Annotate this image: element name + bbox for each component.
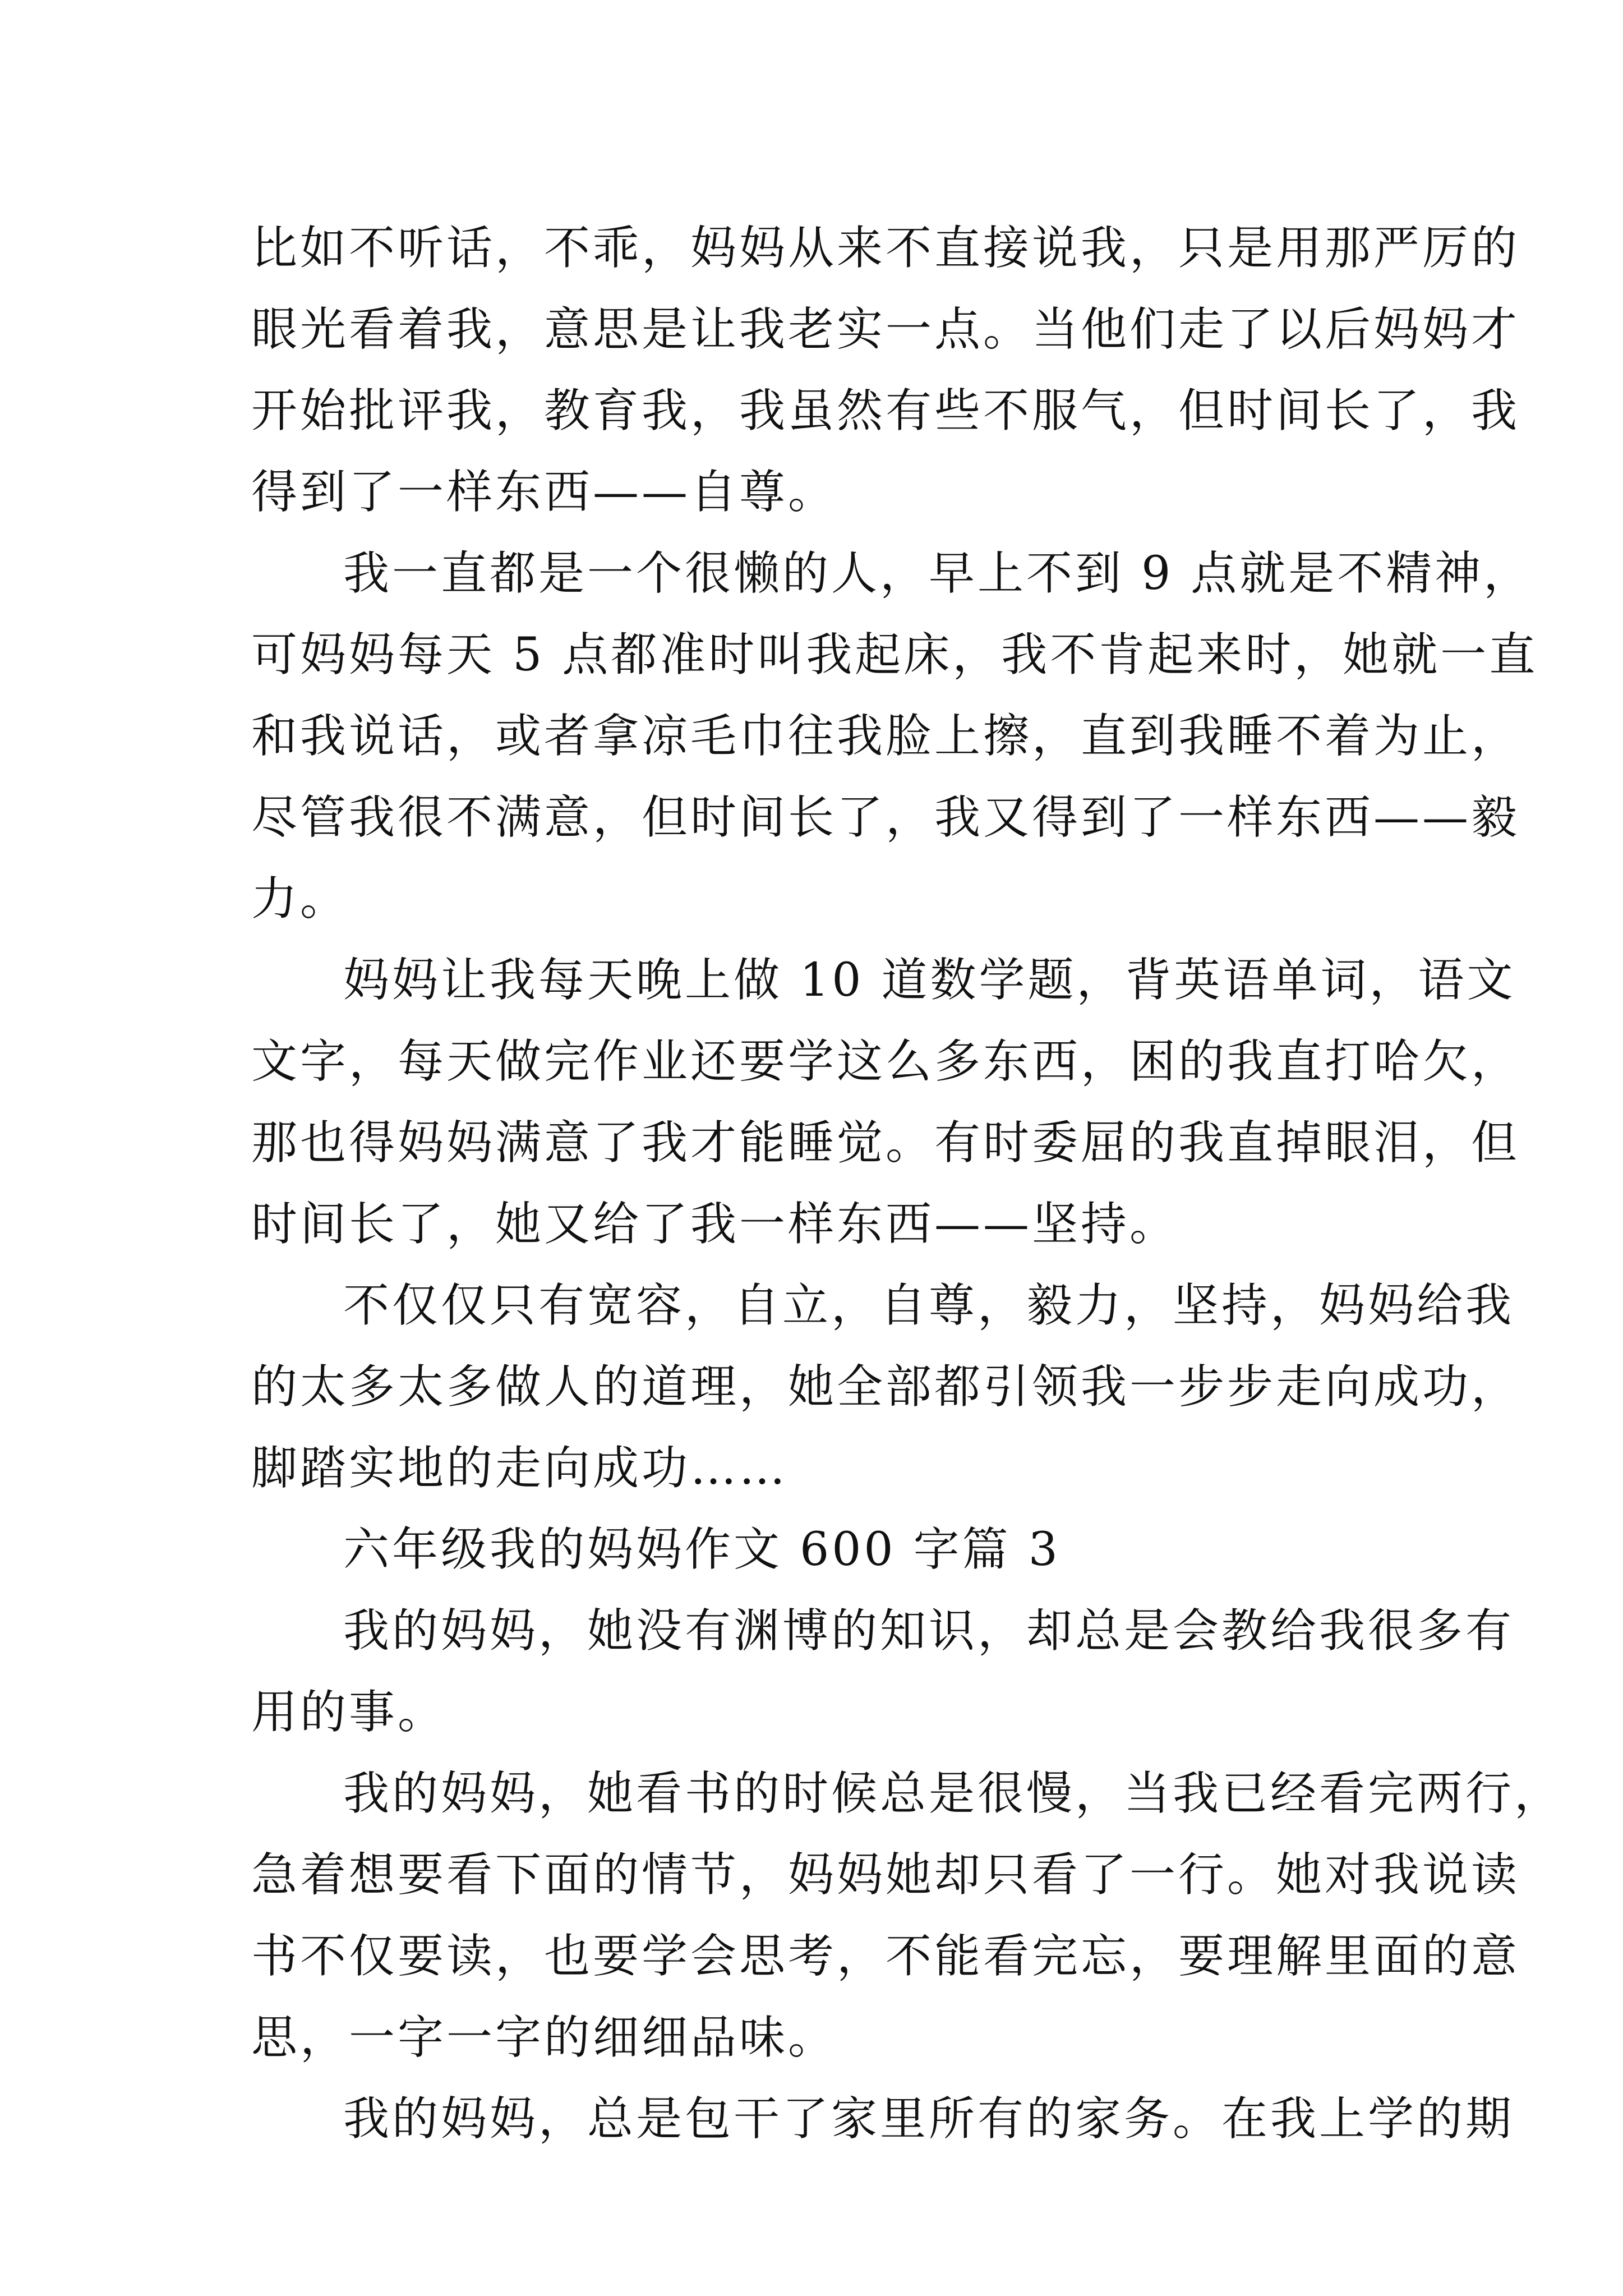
text-line: 力。: [251, 872, 349, 926]
text-line: 眼光看着我，意思是让我老实一点。当他们走了以后妈妈才: [251, 303, 1520, 356]
paragraph-first-line: 我一直都是一个很懒的人，早上不到 9 点就是不精神，: [343, 547, 1533, 600]
paragraph-first-line: 我的妈妈，她看书的时候总是很慢，当我已经看完两行，: [343, 1767, 1564, 1820]
paragraph-first-line: 我的妈妈，她没有渊博的知识，却总是会教给我很多有: [343, 1604, 1515, 1658]
text-line: 可妈妈每天 5 点都准时叫我起床，我不肯起来时，她就一直: [251, 628, 1538, 682]
text-line: 开始批评我，教育我，我虽然有些不服气，但时间长了，我: [251, 384, 1520, 438]
text-line: 用的事。: [251, 1686, 447, 1739]
text-line: 书不仅要读，也要学会思考，不能看完忘，要理解里面的意: [251, 1930, 1520, 1983]
text-line: 尽管我很不满意，但时间长了，我又得到了一样东西——毅: [251, 791, 1520, 844]
text-line: 的太多太多做人的道理，她全部都引领我一步步走向成功，: [251, 1360, 1520, 1414]
document-body: [251, 208, 1564, 2160]
text-line: 那也得妈妈满意了我才能睡觉。有时委屈的我直掉眼泪，但: [251, 1116, 1520, 1170]
paragraph-first-line: 我的妈妈，总是包干了家里所有的家务。在我上学的期: [343, 2092, 1515, 2146]
text-line: 急着想要看下面的情节，妈妈她却只看了一行。她对我说读: [251, 1848, 1520, 1902]
paragraph-first-line: 妈妈让我每天晚上做 10 道数学题，背英语单词，语文: [343, 954, 1516, 1007]
text-line: 脚踏实地的走向成功……: [251, 1442, 789, 1495]
text-line: 比如不听话，不乖，妈妈从来不直接说我，只是用那严厉的: [251, 222, 1520, 275]
text-line: 文字，每天做完作业还要学这么多东西，困的我直打哈欠，: [251, 1035, 1520, 1088]
text-line: 得到了一样东西——自尊。: [251, 466, 837, 519]
section-heading: 六年级我的妈妈作文 600 字篇 3: [343, 1523, 1061, 1576]
paragraph-first-line: 不仅仅只有宽容，自立，自尊，毅力，坚持，妈妈给我: [343, 1279, 1515, 1332]
text-line: 思，一字一字的细细品味。: [251, 2011, 837, 2064]
text-line: 时间长了，她又给了我一样东西——坚持。: [251, 1198, 1179, 1251]
text-line: 和我说话，或者拿凉毛巾往我脸上擦，直到我睡不着为止，: [251, 710, 1520, 763]
